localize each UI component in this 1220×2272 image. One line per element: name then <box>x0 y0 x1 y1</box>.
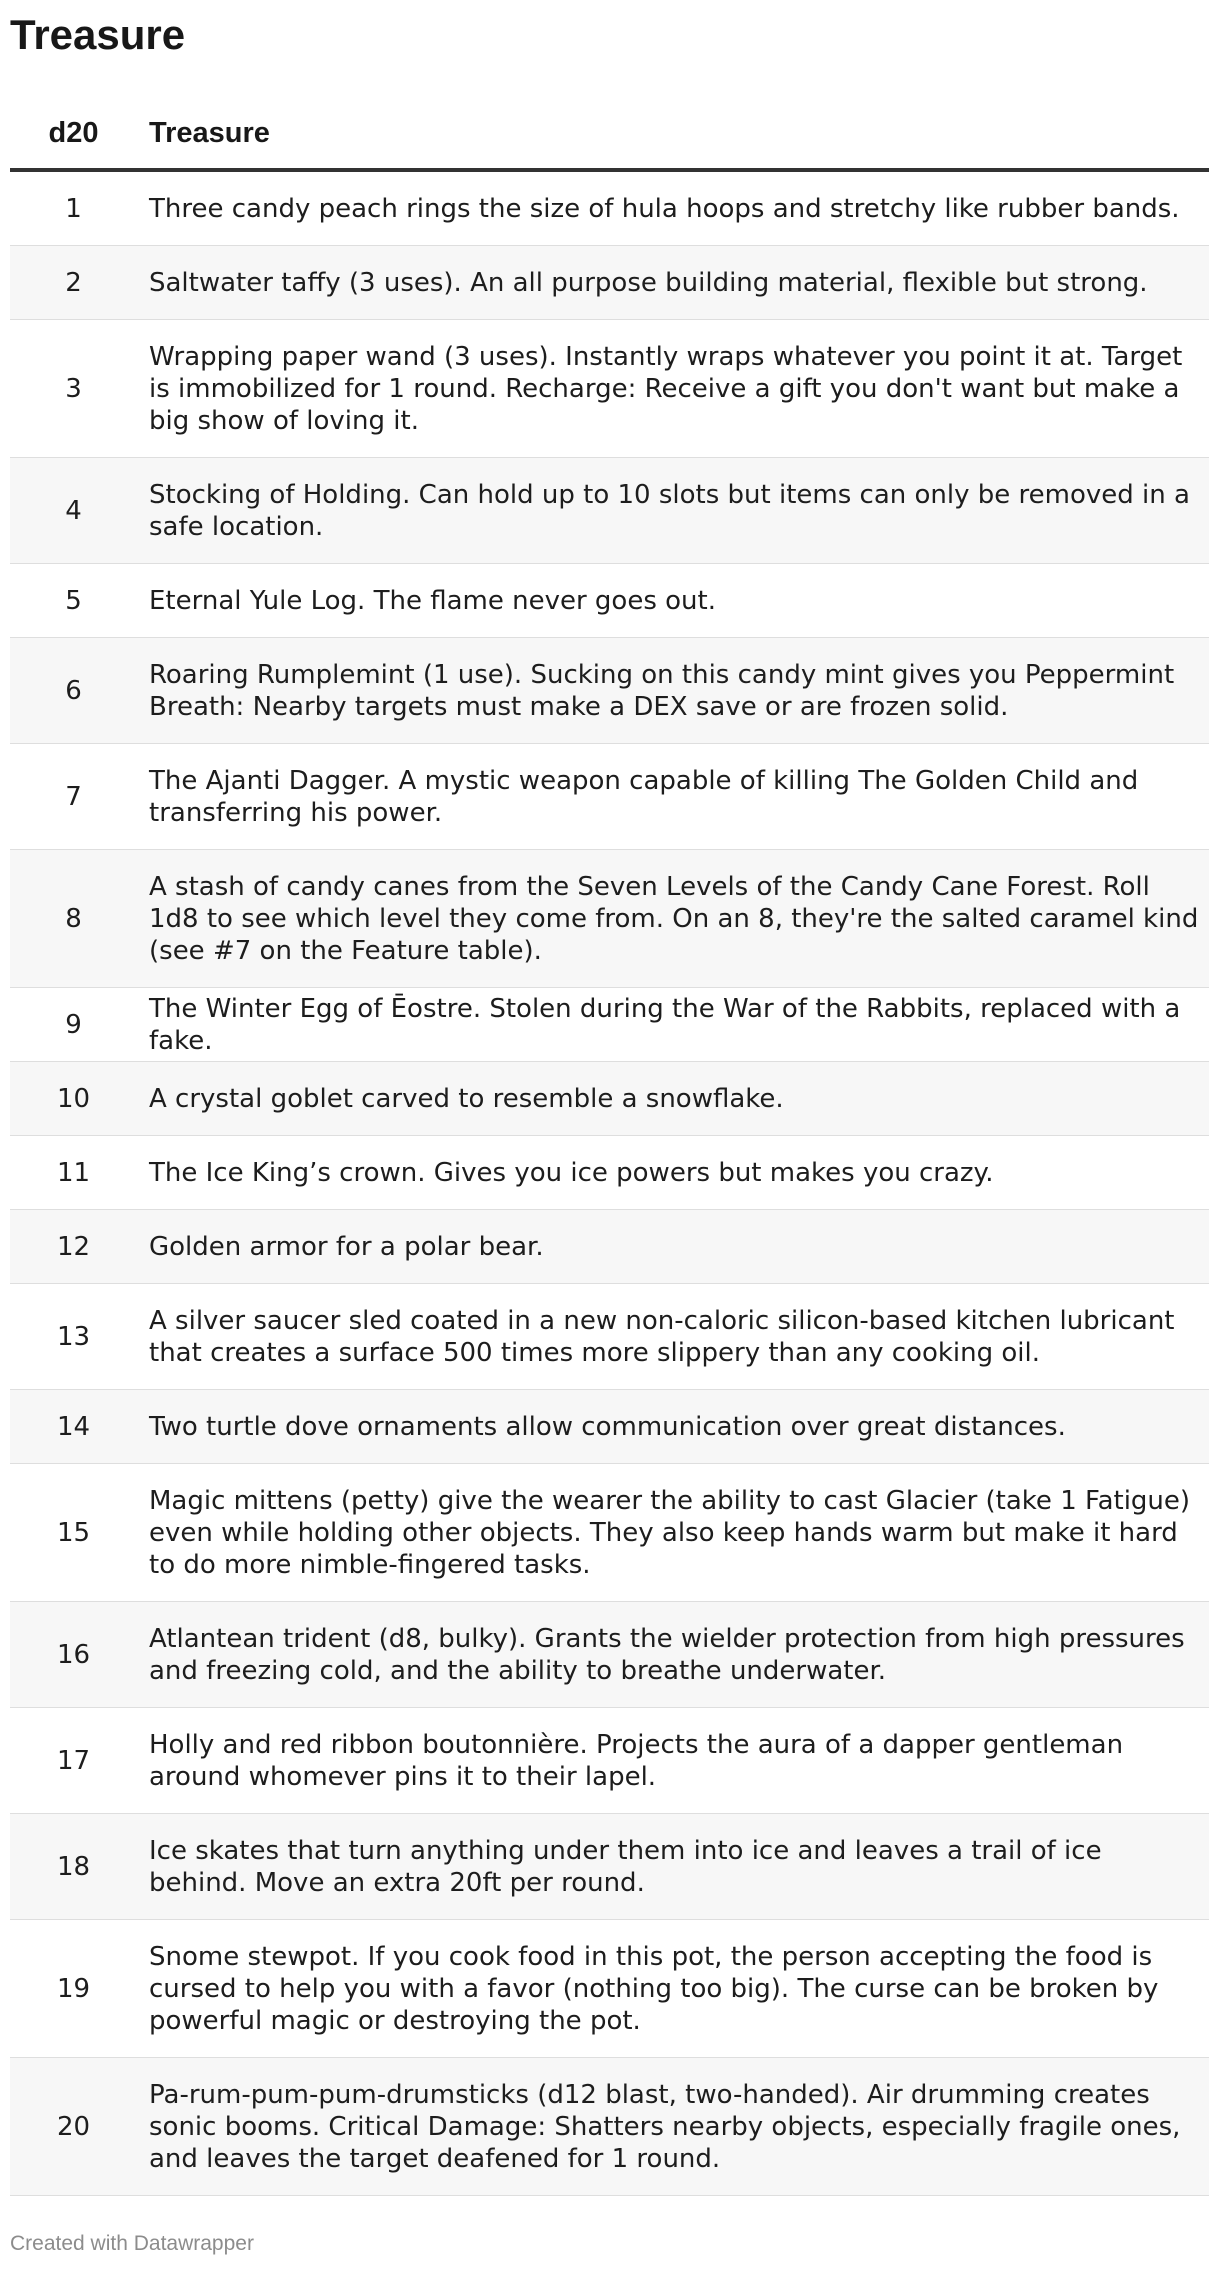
treasure-cell: Wrapping paper wand (3 uses). Instantly wraps whatever you point it at. Target is immobilized for 1 round. Recharge: Receive a gift you don't want but make a big show of loving it. <box>137 320 1209 458</box>
roll-cell: 19 <box>10 1920 137 2058</box>
roll-cell: 10 <box>10 1062 137 1136</box>
roll-cell: 11 <box>10 1136 137 1210</box>
treasure-cell: The Ajanti Dagger. A mystic weapon capable of killing The Golden Child and transferring his power. <box>137 744 1209 850</box>
treasure-table <box>10 98 1209 2196</box>
table-row <box>10 1708 1209 1814</box>
table-header <box>10 98 1209 170</box>
table-row <box>10 1062 1209 1136</box>
treasure-cell: The Ice King’s crown. Gives you ice powers but makes you crazy. <box>137 1136 1209 1210</box>
table-row <box>10 1920 1209 2058</box>
roll-cell: 18 <box>10 1814 137 1920</box>
roll-cell: 16 <box>10 1602 137 1708</box>
table-row <box>10 988 1209 1062</box>
roll-cell: 8 <box>10 850 137 988</box>
table-row <box>10 170 1209 246</box>
roll-cell: 3 <box>10 320 137 458</box>
roll-cell: 14 <box>10 1390 137 1464</box>
roll-cell: 6 <box>10 638 137 744</box>
table-row <box>10 1136 1209 1210</box>
page <box>10 0 1209 2255</box>
treasure-cell: Golden armor for a polar bear. <box>137 1210 1209 1284</box>
treasure-cell: Two turtle dove ornaments allow communication over great distances. <box>137 1390 1209 1464</box>
roll-cell: 5 <box>10 564 137 638</box>
table-row <box>10 458 1209 564</box>
table-row <box>10 564 1209 638</box>
treasure-cell: A silver saucer sled coated in a new non-caloric silicon-based kitchen lubricant that creates a surface 500 times more slippery than any cooking oil. <box>137 1284 1209 1390</box>
treasure-cell: Stocking of Holding. Can hold up to 10 slots but items can only be removed in a safe location. <box>137 458 1209 564</box>
treasure-cell: Holly and red ribbon boutonnière. Projects the aura of a dapper gentleman around whomever pins it to their lapel. <box>137 1708 1209 1814</box>
treasure-cell: Magic mittens (petty) give the wearer the ability to cast Glacier (take 1 Fatigue) even while holding other objects. They also keep hands warm but make it hard to do more nimble-fingered tasks. <box>137 1464 1209 1602</box>
treasure-cell: Snome stewpot. If you cook food in this pot, the person accepting the food is cursed to help you with a favor (nothing too big). The curse can be broken by powerful magic or destroying the pot. <box>137 1920 1209 2058</box>
treasure-cell: Roaring Rumplemint (1 use). Sucking on this candy mint gives you Peppermint Breath: Nearby targets must make a DEX save or are frozen solid. <box>137 638 1209 744</box>
treasure-cell: Saltwater taffy (3 uses). An all purpose building material, flexible but strong. <box>137 246 1209 320</box>
roll-cell: 2 <box>10 246 137 320</box>
header-row <box>10 98 1209 170</box>
datawrapper-credit[interactable]: Created with Datawrapper <box>10 2232 254 2255</box>
roll-cell: 13 <box>10 1284 137 1390</box>
table-row <box>10 638 1209 744</box>
treasure-cell: Three candy peach rings the size of hula hoops and stretchy like rubber bands. <box>137 170 1209 246</box>
treasure-cell: Eternal Yule Log. The flame never goes out. <box>137 564 1209 638</box>
treasure-cell: A crystal goblet carved to resemble a snowflake. <box>137 1062 1209 1136</box>
roll-cell: 4 <box>10 458 137 564</box>
table-row <box>10 1602 1209 1708</box>
roll-cell: 20 <box>10 2058 137 2196</box>
table-row <box>10 1284 1209 1390</box>
treasure-cell: Pa-rum-pum-pum-drumsticks (d12 blast, two-handed). Air drumming creates sonic booms. Critical Damage: Shatters nearby objects, especially fragile ones, and leaves the target deafened for 1 round. <box>137 2058 1209 2196</box>
table-row <box>10 246 1209 320</box>
column-header-d20[interactable]: d20 <box>10 98 137 170</box>
roll-cell: 17 <box>10 1708 137 1814</box>
roll-cell: 9 <box>10 988 137 1062</box>
table-row <box>10 2058 1209 2196</box>
treasure-cell: A stash of candy canes from the Seven Levels of the Candy Cane Forest. Roll 1d8 to see which level they come from. On an 8, they're the salted caramel kind (see #7 on the Feature table). <box>137 850 1209 988</box>
table-row <box>10 1390 1209 1464</box>
table-row <box>10 1464 1209 1602</box>
column-header-treasure[interactable]: Treasure <box>137 98 1209 170</box>
table-row <box>10 850 1209 988</box>
table-row <box>10 1210 1209 1284</box>
treasure-cell: Ice skates that turn anything under them into ice and leaves a trail of ice behind. Move an extra 20ft per round. <box>137 1814 1209 1920</box>
roll-cell: 7 <box>10 744 137 850</box>
treasure-cell: Atlantean trident (d8, bulky). Grants the wielder protection from high pressures and freezing cold, and the ability to breathe underwater. <box>137 1602 1209 1708</box>
treasure-cell: The Winter Egg of Ēostre. Stolen during the War of the Rabbits, replaced with a fake. <box>137 988 1209 1062</box>
page-title: Treasure <box>10 11 186 58</box>
table-body <box>10 170 1209 2196</box>
table-row <box>10 1814 1209 1920</box>
roll-cell: 1 <box>10 170 137 246</box>
roll-cell: 15 <box>10 1464 137 1602</box>
table-row <box>10 744 1209 850</box>
table-row <box>10 320 1209 458</box>
roll-cell: 12 <box>10 1210 137 1284</box>
